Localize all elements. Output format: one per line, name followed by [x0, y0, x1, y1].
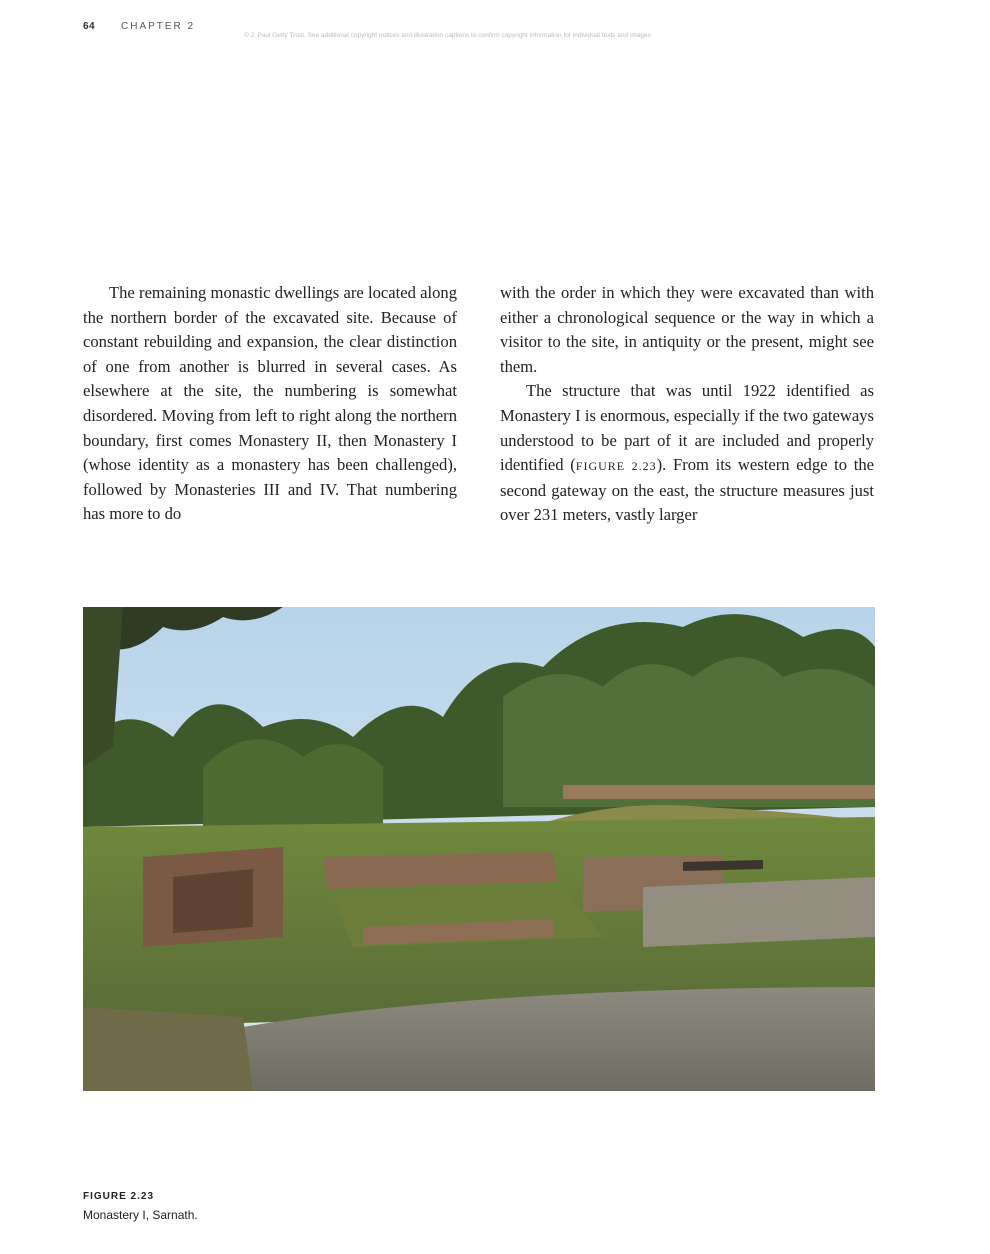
figure-label: FIGURE 2.23 [83, 1191, 155, 1202]
paragraph: The remaining monastic dwellings are located along the northern border of the excavated site. Because of constant rebuilding and expansion, the clear distinction of one from another is blurred in several cases. As elsewhere at the site, the numbering is somewhat disordered. Moving from left to right along the northern boundary, first comes Monastery II, then Monastery I (whose identity as a monastery has been challenged), followed by Monasteries III and IV. That numbering has more to do [83, 283, 457, 524]
figure-reference: FIGURE 2.23 [575, 459, 657, 474]
page-number: 64 [83, 21, 96, 32]
caption-text: Monastery I, Sarnath. [83, 1208, 198, 1222]
figure-caption [83, 1191, 198, 1222]
text-column-right [500, 281, 874, 528]
chapter-label: CHAPTER 2 [121, 21, 196, 32]
paragraph [500, 379, 874, 528]
paragraph-text: ). From its western edge to the second gateway on the east, the structure measures just over 231 meters, vastly larger [500, 455, 875, 525]
paragraph: with the order in which they were excavated than with either a chronological sequence or the way in which a visitor to the site, in antiquity or the present, might see them. [500, 283, 874, 376]
figure-photo [83, 607, 875, 1091]
copyright-notice: © J. Paul Getty Trust. See additional copyright notices and illustration captions to confirm copyright information for individual texts and images [244, 32, 651, 39]
paragraph-text: The structure that was until 1922 identified as Monastery I is enormous, especially if the two gateways understood to be part of it are included and properly identified ( [500, 381, 874, 475]
running-header [83, 21, 196, 32]
text-column-left [83, 281, 457, 527]
